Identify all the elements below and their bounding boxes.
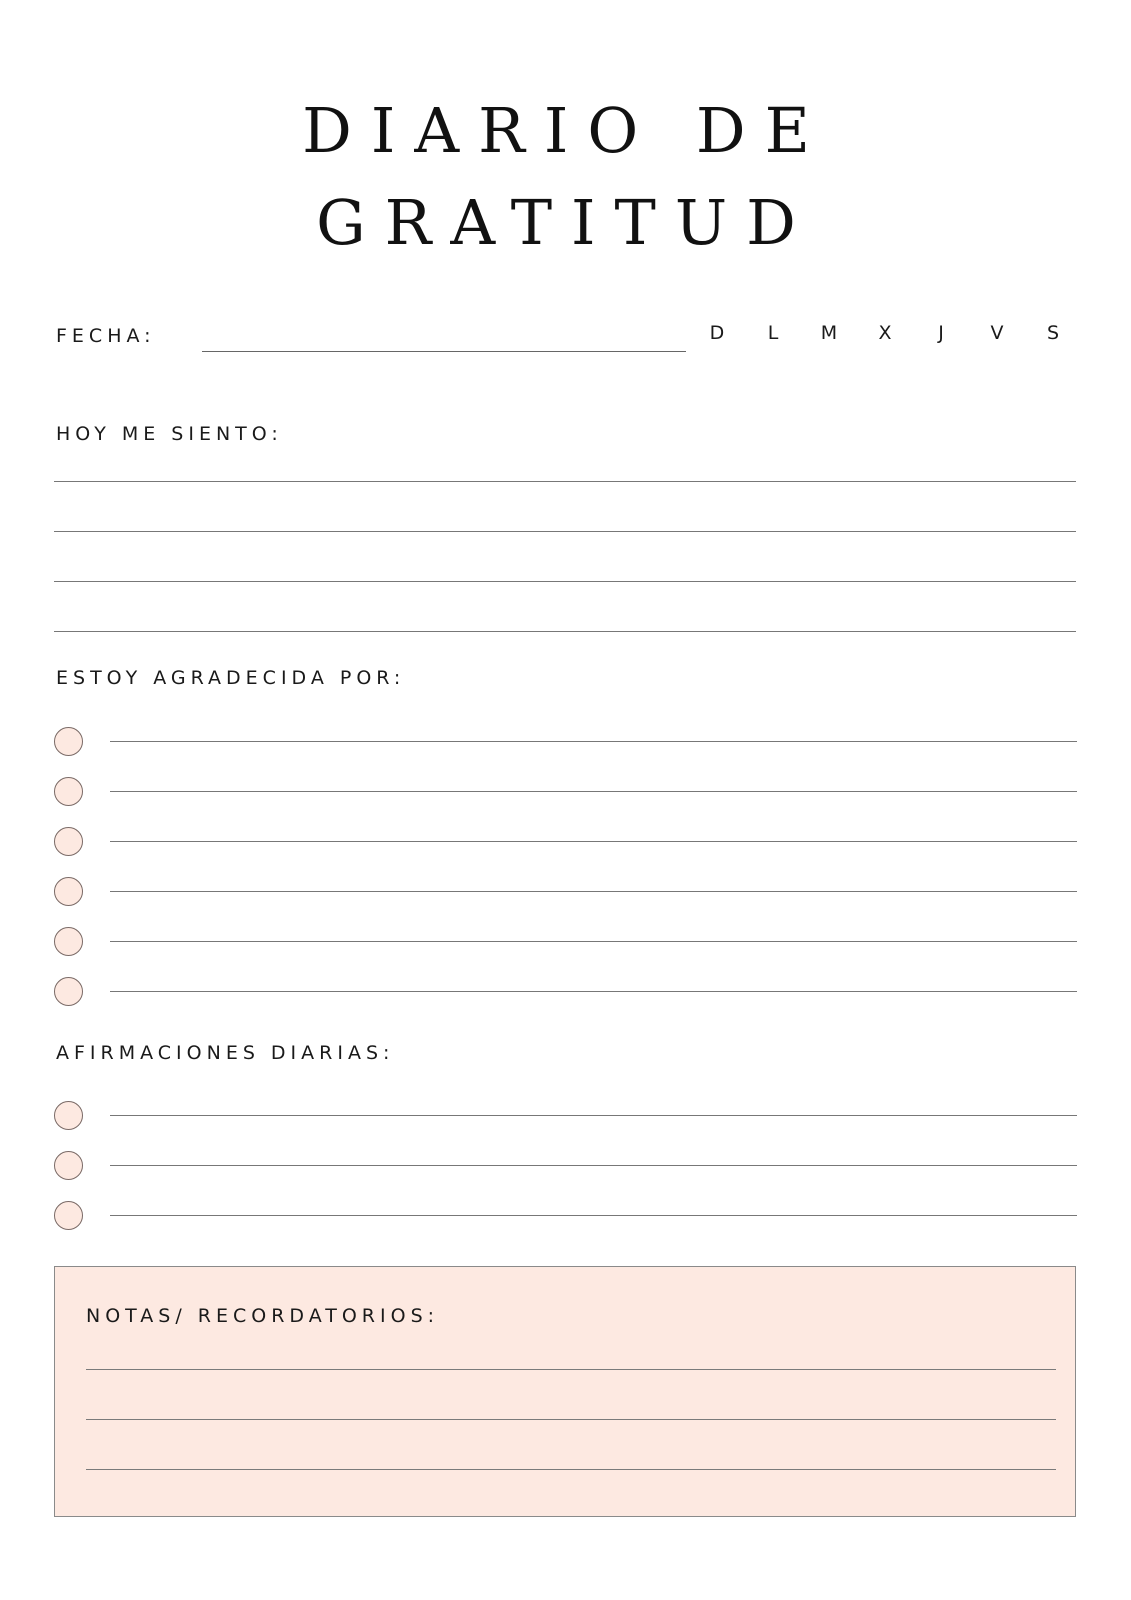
grateful-line[interactable]: [110, 891, 1077, 892]
notes-label: NOTAS/ RECORDATORIOS:: [86, 1305, 440, 1327]
weekday-selector: [700, 324, 1070, 348]
feeling-label: HOY ME SIENTO:: [56, 423, 283, 445]
notes-line[interactable]: [86, 1419, 1056, 1420]
date-input-line[interactable]: [202, 351, 686, 352]
affirmation-checkbox[interactable]: [54, 1101, 83, 1130]
grateful-checkbox[interactable]: [54, 777, 83, 806]
weekday-v[interactable]: V: [990, 322, 1004, 344]
affirmations-label: AFIRMACIONES DIARIAS:: [56, 1042, 395, 1064]
notes-box: [54, 1266, 1076, 1517]
grateful-line[interactable]: [110, 941, 1077, 942]
grateful-checkbox[interactable]: [54, 727, 83, 756]
grateful-label: ESTOY AGRADECIDA POR:: [56, 667, 406, 689]
page-title-line-2: GRATITUD: [316, 186, 815, 259]
affirmation-line[interactable]: [110, 1115, 1077, 1116]
notes-line[interactable]: [86, 1369, 1056, 1370]
grateful-checkbox[interactable]: [54, 877, 83, 906]
page-title-line-1: DIARIO DE: [302, 94, 829, 167]
feeling-line[interactable]: [54, 481, 1076, 482]
grateful-checkbox[interactable]: [54, 927, 83, 956]
weekday-j[interactable]: J: [938, 322, 944, 344]
feeling-line[interactable]: [54, 581, 1076, 582]
grateful-line[interactable]: [110, 791, 1077, 792]
grateful-line[interactable]: [110, 841, 1077, 842]
affirmation-checkbox[interactable]: [54, 1201, 83, 1230]
affirmation-checkbox[interactable]: [54, 1151, 83, 1180]
weekday-m[interactable]: M: [820, 322, 838, 344]
feeling-line[interactable]: [54, 531, 1076, 532]
grateful-checkbox[interactable]: [54, 977, 83, 1006]
weekday-l[interactable]: L: [767, 322, 779, 344]
weekday-s[interactable]: S: [1046, 322, 1060, 344]
weekday-x[interactable]: X: [878, 322, 892, 344]
date-label: FECHA:: [56, 325, 156, 347]
affirmation-line[interactable]: [110, 1215, 1077, 1216]
affirmation-line[interactable]: [110, 1165, 1077, 1166]
grateful-line[interactable]: [110, 741, 1077, 742]
weekday-d[interactable]: D: [709, 322, 725, 344]
feeling-line[interactable]: [54, 631, 1076, 632]
grateful-line[interactable]: [110, 991, 1077, 992]
grateful-checkbox[interactable]: [54, 827, 83, 856]
notes-line[interactable]: [86, 1469, 1056, 1470]
